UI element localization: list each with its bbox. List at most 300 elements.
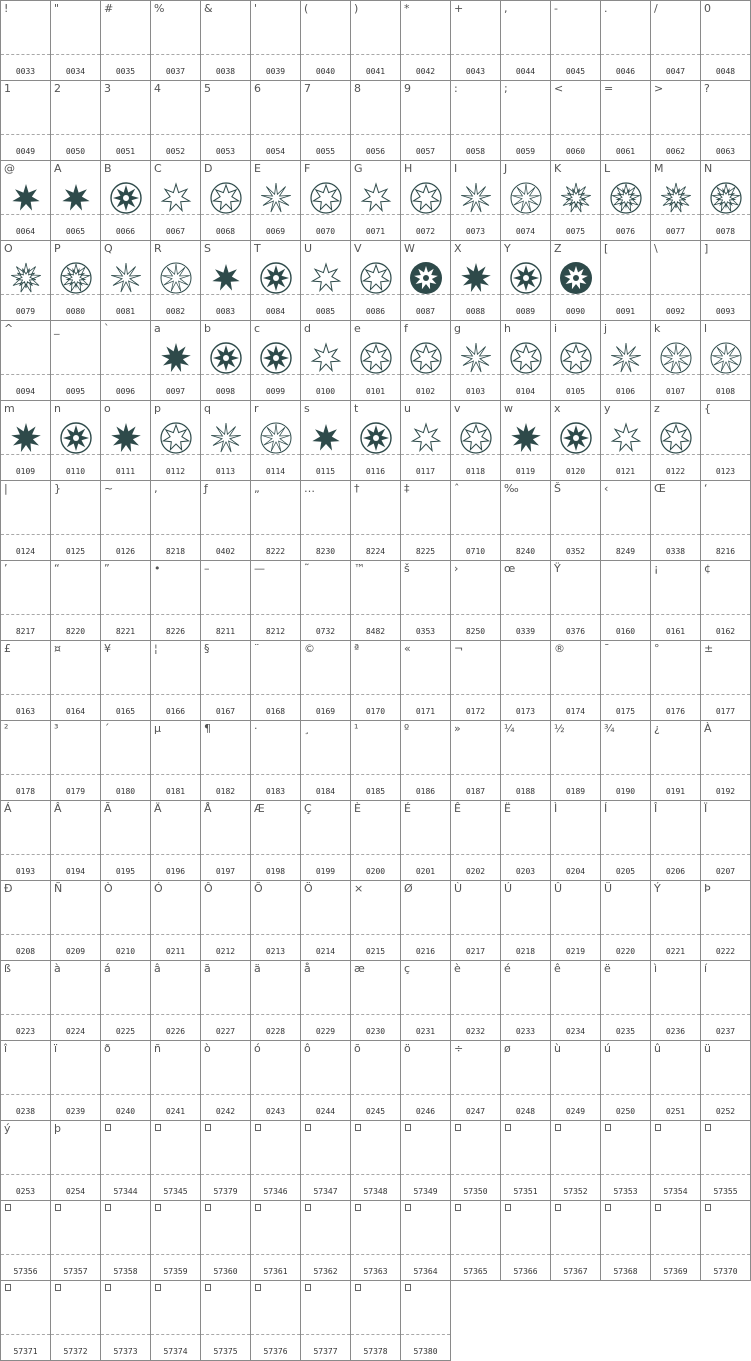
glyph-cell[interactable] [50, 80, 100, 160]
glyph-cell[interactable] [150, 320, 200, 400]
glyph-code: 0198 [265, 867, 286, 876]
glyph-cell[interactable] [100, 240, 150, 320]
glyph-cell[interactable] [450, 320, 500, 400]
glyph-cell[interactable] [200, 0, 250, 80]
glyph-cell[interactable] [450, 800, 500, 880]
glyph-cell[interactable] [350, 640, 400, 720]
glyph-cell[interactable] [400, 0, 450, 80]
glyph-cell[interactable] [450, 640, 500, 720]
glyph-cell[interactable] [200, 560, 250, 640]
glyph-cell[interactable] [50, 880, 100, 960]
glyph-cell[interactable] [550, 480, 600, 560]
glyph-cell[interactable] [350, 80, 400, 160]
glyph-cell[interactable] [700, 0, 751, 80]
glyph-cell[interactable] [500, 1200, 550, 1281]
glyph-cell[interactable] [0, 400, 50, 480]
glyph-cell[interactable] [700, 960, 751, 1040]
glyph-cell[interactable] [350, 800, 400, 880]
glyph-cell[interactable] [0, 1280, 50, 1361]
glyph-cell[interactable] [400, 480, 450, 560]
baseline-divider [401, 1334, 450, 1335]
glyph-cell[interactable] [300, 320, 350, 400]
glyph-cell[interactable] [50, 160, 100, 240]
glyph-cell[interactable] [350, 0, 400, 80]
glyph-cell[interactable] [500, 880, 550, 960]
glyph-cell[interactable] [500, 960, 550, 1040]
glyph-cell[interactable] [100, 400, 150, 480]
glyph-cell[interactable] [350, 1120, 400, 1200]
glyph-cell[interactable] [250, 240, 300, 320]
glyph-cell[interactable] [500, 640, 550, 720]
glyph-cell[interactable] [700, 400, 751, 480]
glyph-cell[interactable] [400, 80, 450, 160]
glyph-cell[interactable] [550, 560, 600, 640]
baseline-divider [701, 454, 750, 455]
glyph-cell[interactable] [500, 1040, 550, 1120]
baseline-divider [51, 54, 100, 55]
glyph-cell[interactable] [350, 240, 400, 320]
glyph-cell[interactable] [650, 1120, 700, 1200]
glyph-cell[interactable] [150, 80, 200, 160]
glyph-cell[interactable] [300, 640, 350, 720]
glyph-cell[interactable] [200, 400, 250, 480]
glyph-cell[interactable] [150, 240, 200, 320]
glyph-cell[interactable] [350, 1200, 400, 1280]
glyph-cell[interactable] [150, 0, 200, 80]
glyph-cell[interactable] [200, 1280, 250, 1361]
glyph-cell[interactable] [350, 320, 400, 400]
glyph-cell[interactable] [300, 0, 350, 80]
glyph-cell[interactable] [700, 80, 751, 160]
glyph-cell[interactable] [550, 400, 600, 480]
glyph-code: 0095 [65, 387, 86, 396]
missing-glyph-box-icon [155, 1204, 161, 1211]
glyph-cell[interactable] [0, 80, 50, 160]
glyph-cell[interactable] [650, 960, 700, 1040]
glyph-cell[interactable] [450, 720, 500, 800]
glyph-cell[interactable] [600, 240, 650, 320]
glyph-cell[interactable] [300, 800, 350, 880]
glyph-cell[interactable] [400, 400, 450, 480]
glyph-cell[interactable] [250, 320, 300, 400]
glyph-cell[interactable] [350, 720, 400, 800]
glyph-cell[interactable] [0, 1040, 50, 1120]
glyph-cell[interactable] [700, 800, 751, 880]
glyph-cell[interactable] [400, 720, 450, 800]
glyph-cell[interactable] [400, 1120, 450, 1200]
glyph-cell[interactable] [600, 880, 650, 960]
glyph-cell[interactable] [650, 480, 700, 560]
glyph-code: 0099 [265, 387, 286, 396]
glyph-cell[interactable] [100, 720, 150, 800]
glyph-cell[interactable] [100, 960, 150, 1040]
glyph-cell[interactable] [350, 880, 400, 960]
glyph-cell[interactable] [450, 960, 500, 1040]
baseline-divider [351, 614, 400, 615]
glyph-cell[interactable] [200, 1120, 250, 1200]
glyph-cell[interactable] [200, 480, 250, 560]
glyph-cell[interactable] [500, 320, 550, 400]
glyph-cell[interactable] [650, 160, 700, 240]
glyph-cell[interactable] [0, 720, 50, 800]
glyph-cell[interactable] [150, 640, 200, 720]
baseline-divider [51, 1254, 100, 1255]
glyph-cell[interactable] [300, 720, 350, 800]
glyph-cell[interactable] [600, 480, 650, 560]
glyph-cell[interactable] [250, 0, 300, 80]
glyph-cell[interactable] [0, 1120, 50, 1200]
glyph-cell[interactable] [600, 960, 650, 1040]
baseline-divider [301, 534, 350, 535]
glyph-cell[interactable] [350, 160, 400, 240]
glyph-cell[interactable] [400, 320, 450, 400]
glyph-code: 0201 [415, 867, 436, 876]
glyph-code: 0160 [615, 627, 636, 636]
glyph-cell[interactable] [650, 800, 700, 880]
glyph-cell[interactable] [50, 320, 100, 400]
glyph-cell[interactable] [250, 400, 300, 480]
glyph-cell[interactable] [550, 1040, 600, 1120]
glyph-cell[interactable] [550, 960, 600, 1040]
glyph-cell[interactable] [100, 160, 150, 240]
glyph-cell[interactable] [450, 80, 500, 160]
glyph-cell[interactable] [250, 720, 300, 800]
glyph-code: 0111 [115, 467, 136, 476]
glyph-cell[interactable] [250, 1280, 300, 1361]
glyph-cell[interactable] [150, 160, 200, 240]
glyph-cell[interactable] [650, 0, 700, 80]
glyph-cell[interactable] [550, 0, 600, 80]
glyph-cell[interactable] [100, 1200, 150, 1280]
glyph-cell[interactable] [0, 960, 50, 1040]
glyph-cell[interactable] [0, 480, 50, 560]
glyph-cell[interactable] [100, 1040, 150, 1120]
glyph-cell[interactable] [100, 800, 150, 880]
glyph-cell[interactable] [50, 1040, 100, 1120]
baseline-divider [451, 934, 500, 935]
glyph-cell[interactable] [200, 960, 250, 1040]
glyph-cell[interactable] [550, 1200, 600, 1281]
glyph-character: ê [554, 962, 561, 975]
glyph-cell[interactable] [100, 1280, 150, 1361]
glyph-code: 0093 [715, 307, 736, 316]
glyph-cell[interactable] [150, 1120, 200, 1200]
glyph-character: u [404, 402, 411, 415]
glyph-cell[interactable] [150, 560, 200, 640]
glyph-cell[interactable] [100, 1120, 150, 1200]
glyph-character: ã [204, 962, 211, 975]
glyph-cell[interactable] [450, 240, 500, 320]
glyph-cell[interactable] [150, 800, 200, 880]
glyph-cell[interactable] [450, 480, 500, 560]
glyph-cell[interactable] [50, 960, 100, 1040]
glyph-cell[interactable] [550, 320, 600, 400]
glyph-cell[interactable] [50, 560, 100, 640]
glyph-cell[interactable] [100, 640, 150, 720]
glyph-cell[interactable] [100, 880, 150, 960]
glyph-cell[interactable] [0, 880, 50, 960]
glyph-cell[interactable] [50, 1120, 100, 1200]
glyph-cell[interactable] [450, 1200, 500, 1281]
glyph-cell[interactable] [600, 80, 650, 160]
glyph-character: m [4, 402, 15, 415]
baseline-divider [201, 694, 250, 695]
glyph-cell[interactable] [100, 0, 150, 80]
glyph-cell[interactable] [50, 0, 100, 80]
glyph-cell[interactable] [550, 800, 600, 880]
glyph-cell[interactable] [500, 80, 550, 160]
glyph-character: b [204, 322, 211, 335]
glyph-cell[interactable] [650, 1040, 700, 1120]
glyph-code: 8216 [715, 547, 736, 556]
glyph-cell[interactable] [400, 640, 450, 720]
baseline-divider [151, 614, 200, 615]
glyph-cell[interactable] [350, 400, 400, 480]
glyph-cell[interactable] [400, 1040, 450, 1120]
glyph-cell[interactable] [50, 1200, 100, 1280]
glyph-cell[interactable] [550, 160, 600, 240]
glyph-cell[interactable] [0, 1200, 50, 1280]
glyph-cell[interactable] [50, 240, 100, 320]
glyph-cell[interactable] [600, 1120, 650, 1200]
glyph-cell[interactable] [650, 640, 700, 720]
glyph-cell[interactable] [300, 1120, 350, 1200]
glyph-cell[interactable] [300, 1280, 350, 1361]
glyph-cell[interactable] [500, 160, 550, 240]
glyph-cell[interactable] [600, 320, 650, 400]
glyph-cell[interactable] [200, 800, 250, 880]
glyph-cell[interactable] [350, 560, 400, 640]
glyph-cell[interactable] [250, 640, 300, 720]
glyph-code: 0121 [615, 467, 636, 476]
glyph-cell[interactable] [50, 480, 100, 560]
glyph-cell[interactable] [550, 880, 600, 960]
glyph-cell[interactable] [300, 1200, 350, 1280]
glyph-cell[interactable] [250, 800, 300, 880]
glyph-cell[interactable] [500, 400, 550, 480]
glyph-cell[interactable] [400, 800, 450, 880]
glyph-cell[interactable] [400, 1280, 451, 1361]
glyph-cell[interactable] [600, 1040, 650, 1120]
glyph-cell[interactable] [700, 160, 751, 240]
glyph-cell[interactable] [350, 1040, 400, 1120]
glyph-cell[interactable] [200, 240, 250, 320]
glyph-cell[interactable] [600, 400, 650, 480]
glyph-cell[interactable] [0, 560, 50, 640]
glyph-cell[interactable] [50, 1280, 100, 1361]
glyph-cell[interactable] [300, 880, 350, 960]
glyph-cell[interactable] [300, 1040, 350, 1120]
glyph-cell[interactable] [650, 80, 700, 160]
glyph-code: 0067 [165, 227, 186, 236]
glyph-cell[interactable] [200, 160, 250, 240]
glyph-cell[interactable] [600, 160, 650, 240]
glyph-cell[interactable] [50, 640, 100, 720]
glyph-cell[interactable] [450, 880, 500, 960]
glyph-cell[interactable] [300, 480, 350, 560]
glyph-cell[interactable] [450, 400, 500, 480]
glyph-cell[interactable] [600, 1200, 650, 1281]
glyph-cell[interactable] [150, 880, 200, 960]
glyph-cell[interactable] [450, 1120, 500, 1200]
glyph-cell[interactable] [0, 0, 50, 80]
baseline-divider [251, 1334, 300, 1335]
glyph-cell[interactable] [250, 960, 300, 1040]
glyph-cell[interactable] [250, 880, 300, 960]
glyph-code: 0204 [565, 867, 586, 876]
glyph-cell[interactable] [650, 1200, 700, 1281]
glyph-cell[interactable] [350, 960, 400, 1040]
glyph-cell[interactable] [150, 1040, 200, 1120]
glyph-cell[interactable] [500, 480, 550, 560]
glyph-cell[interactable] [550, 720, 600, 800]
glyph-cell[interactable] [300, 560, 350, 640]
glyph-code: 8240 [515, 547, 536, 556]
glyph-cell[interactable] [250, 1200, 300, 1280]
glyph-cell[interactable] [250, 480, 300, 560]
glyph-cell[interactable] [500, 240, 550, 320]
glyph-cell[interactable] [200, 80, 250, 160]
glyph-cell[interactable] [200, 720, 250, 800]
glyph-character: ‘ [704, 482, 708, 495]
glyph-character: – [204, 562, 210, 575]
glyph-cell[interactable] [250, 80, 300, 160]
glyph-cell[interactable] [350, 480, 400, 560]
glyph-cell[interactable] [300, 400, 350, 480]
glyph-cell[interactable] [450, 160, 500, 240]
glyph-cell[interactable] [400, 560, 450, 640]
glyph-cell[interactable] [200, 640, 250, 720]
glyph-cell[interactable] [550, 640, 600, 720]
glyph-cell[interactable] [700, 480, 751, 560]
glyph-cell[interactable] [250, 560, 300, 640]
glyph-cell[interactable] [650, 320, 700, 400]
glyph-cell[interactable] [700, 1040, 751, 1120]
glyph-character: _ [54, 322, 60, 335]
star-solid-ring-icon [559, 421, 593, 455]
glyph-cell[interactable] [150, 720, 200, 800]
glyph-cell[interactable] [100, 560, 150, 640]
glyph-cell[interactable] [700, 640, 751, 720]
glyph-cell[interactable] [400, 160, 450, 240]
missing-glyph-box-icon [105, 1124, 111, 1131]
glyph-cell[interactable] [700, 880, 751, 960]
glyph-character: y [604, 402, 611, 415]
glyph-cell[interactable] [150, 400, 200, 480]
glyph-cell[interactable] [250, 1120, 300, 1200]
glyph-cell[interactable] [650, 720, 700, 800]
glyph-cell[interactable] [600, 720, 650, 800]
glyph-cell[interactable] [150, 960, 200, 1040]
baseline-divider [351, 1014, 400, 1015]
glyph-code: 0175 [615, 707, 636, 716]
glyph-cell[interactable] [0, 640, 50, 720]
glyph-cell[interactable] [300, 960, 350, 1040]
glyph-cell[interactable] [500, 0, 550, 80]
glyph-cell[interactable] [450, 560, 500, 640]
glyph-code: 0247 [465, 1107, 486, 1116]
glyph-code: 0165 [115, 707, 136, 716]
glyph-character: Ï [704, 802, 708, 815]
glyph-cell[interactable] [200, 1040, 250, 1120]
glyph-cell[interactable] [700, 320, 751, 400]
glyph-cell[interactable] [450, 1040, 500, 1120]
glyph-cell[interactable] [300, 80, 350, 160]
baseline-divider [101, 1094, 150, 1095]
glyph-cell[interactable] [0, 800, 50, 880]
glyph-cell[interactable] [700, 560, 751, 640]
glyph-cell[interactable] [400, 1200, 450, 1280]
glyph-cell[interactable] [50, 400, 100, 480]
glyph-code: 57380 [413, 1347, 438, 1356]
glyph-cell[interactable] [600, 0, 650, 80]
glyph-code: 0211 [165, 947, 186, 956]
glyph-cell[interactable] [150, 1280, 200, 1361]
glyph-cell[interactable] [700, 720, 751, 800]
glyph-cell[interactable] [650, 880, 700, 960]
glyph-cell[interactable] [450, 0, 500, 80]
baseline-divider [351, 134, 400, 135]
glyph-code: 57372 [63, 1347, 88, 1356]
glyph-cell[interactable] [50, 720, 100, 800]
glyph-cell[interactable] [500, 560, 550, 640]
baseline-divider [301, 1014, 350, 1015]
glyph-cell[interactable] [550, 240, 600, 320]
glyph-cell[interactable] [100, 480, 150, 560]
baseline-divider [51, 694, 100, 695]
glyph-cell[interactable] [50, 800, 100, 880]
glyph-cell[interactable] [0, 240, 50, 320]
glyph-cell[interactable] [500, 800, 550, 880]
glyph-cell[interactable] [500, 1120, 550, 1200]
glyph-cell[interactable] [300, 160, 350, 240]
glyph-cell[interactable] [400, 880, 450, 960]
glyph-cell[interactable] [0, 160, 50, 240]
glyph-cell[interactable] [600, 640, 650, 720]
glyph-cell[interactable] [500, 720, 550, 800]
glyph-cell[interactable] [400, 240, 450, 320]
glyph-cell[interactable] [400, 960, 450, 1040]
glyph-cell[interactable] [650, 560, 700, 640]
glyph-cell[interactable] [200, 320, 250, 400]
glyph-cell[interactable] [100, 80, 150, 160]
glyph-cell[interactable] [300, 240, 350, 320]
glyph-cell[interactable] [350, 1280, 400, 1361]
glyph-cell[interactable] [250, 160, 300, 240]
glyph-cell[interactable] [700, 240, 751, 320]
glyph-cell[interactable] [200, 880, 250, 960]
glyph-cell[interactable] [550, 80, 600, 160]
glyph-cell[interactable] [150, 480, 200, 560]
glyph-character: ( [304, 2, 309, 15]
baseline-divider [251, 534, 300, 535]
baseline-divider [101, 774, 150, 775]
glyph-cell[interactable] [250, 1040, 300, 1120]
glyph-cell[interactable] [100, 320, 150, 400]
glyph-cell[interactable] [600, 800, 650, 880]
glyph-cell[interactable] [650, 240, 700, 320]
glyph-cell[interactable] [650, 400, 700, 480]
glyph-cell[interactable] [600, 560, 650, 640]
glyph-cell[interactable] [150, 1200, 200, 1280]
glyph-code: 0058 [465, 147, 486, 156]
glyph-character: ¶ [204, 722, 211, 735]
glyph-cell[interactable] [0, 320, 50, 400]
glyph-cell[interactable] [550, 1120, 600, 1200]
glyph-cell[interactable] [200, 1200, 250, 1280]
glyph-cell[interactable] [700, 1120, 751, 1200]
glyph-cell[interactable] [700, 1200, 751, 1281]
